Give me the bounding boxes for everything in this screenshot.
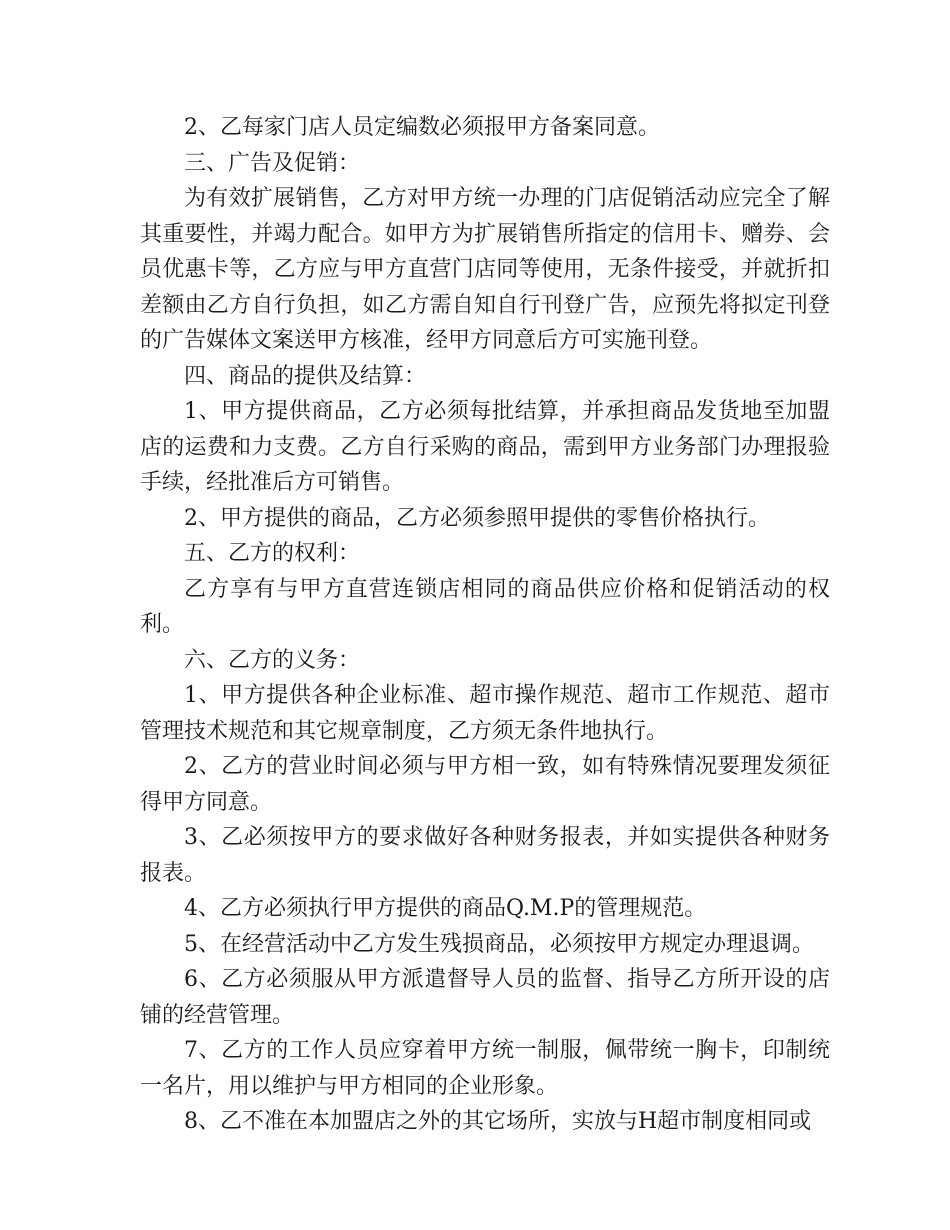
section-heading-advertising: 三、广告及促销： — [184, 150, 361, 176]
paragraph-5: 1、甲方提供商品，乙方必须每批结算，并承担商品发货地至加盟店的运费和力支费。乙方自行采购的商品，需到甲方业务部门办理报验手续，经批准后方可销售。 — [140, 399, 830, 495]
paragraph-8: 乙方享有与甲方直营连锁店相同的商品供应价格和促销活动的权利。 — [140, 576, 830, 637]
document-body — [140, 110, 830, 1140]
paragraph-13: 4、乙方必须执行甲方提供的商品Q.M.P的管理规范。 — [184, 896, 707, 921]
paragraph-11: 2、乙方的营业时间必须与甲方相一致，如有特殊情况要理发须征得甲方同意。 — [140, 754, 830, 815]
paragraph-10: 1、甲方提供各种企业标准、超市操作规范、超市工作规范、超市管理技术规范和其它规章制度，乙方须无条件地执行。 — [140, 683, 830, 744]
paragraph-12: 3、乙必须按甲方的要求做好各种财务报表，并如实提供各种财务报表。 — [140, 825, 830, 886]
paragraph-14: 5、在经营活动中乙方发生残损商品，必须按甲方规定办理退调。 — [184, 931, 814, 957]
section-heading-goods-settlement: 四、商品的提供及结算： — [184, 363, 427, 389]
section-heading-rights: 五、乙方的权利： — [184, 541, 361, 566]
paragraph-17: 8、乙不准在本加盟店之外的其它场所，实放与H超市制度相同或 — [184, 1109, 812, 1134]
paragraph-6: 2、甲方提供的商品，乙方必须参照甲提供的零售价格执行。 — [184, 505, 770, 531]
section-heading-obligations: 六、乙方的义务： — [184, 647, 361, 673]
paragraph-3: 为有效扩展销售，乙方对甲方统一办理的门店促销活动应完全了解其重要性，并竭力配合。如甲方为扩展销售所指定的信用卡、赠券、会员优惠卡等，乙方应与甲方直营门店同等使用，无条件接受，并就折扣差额由乙方自行负担，如乙方需自知自行刊登广告，应预先将拟定刊登的广告媒体文案送甲方核准，经甲方同意后方可实施刊登。 — [140, 186, 830, 353]
paragraph-1: 2、乙每家门店人员定编数必须报甲方备案同意。 — [184, 115, 660, 140]
paragraph-16: 7、乙方的工作人员应穿着甲方统一制服，佩带统一胸卡，印制统一名片，用以维护与甲方相同的企业形象。 — [140, 1038, 830, 1099]
paragraph-15: 6、乙方必须服从甲方派遣督导人员的监督、指导乙方所开设的店铺的经营管理。 — [140, 967, 830, 1028]
